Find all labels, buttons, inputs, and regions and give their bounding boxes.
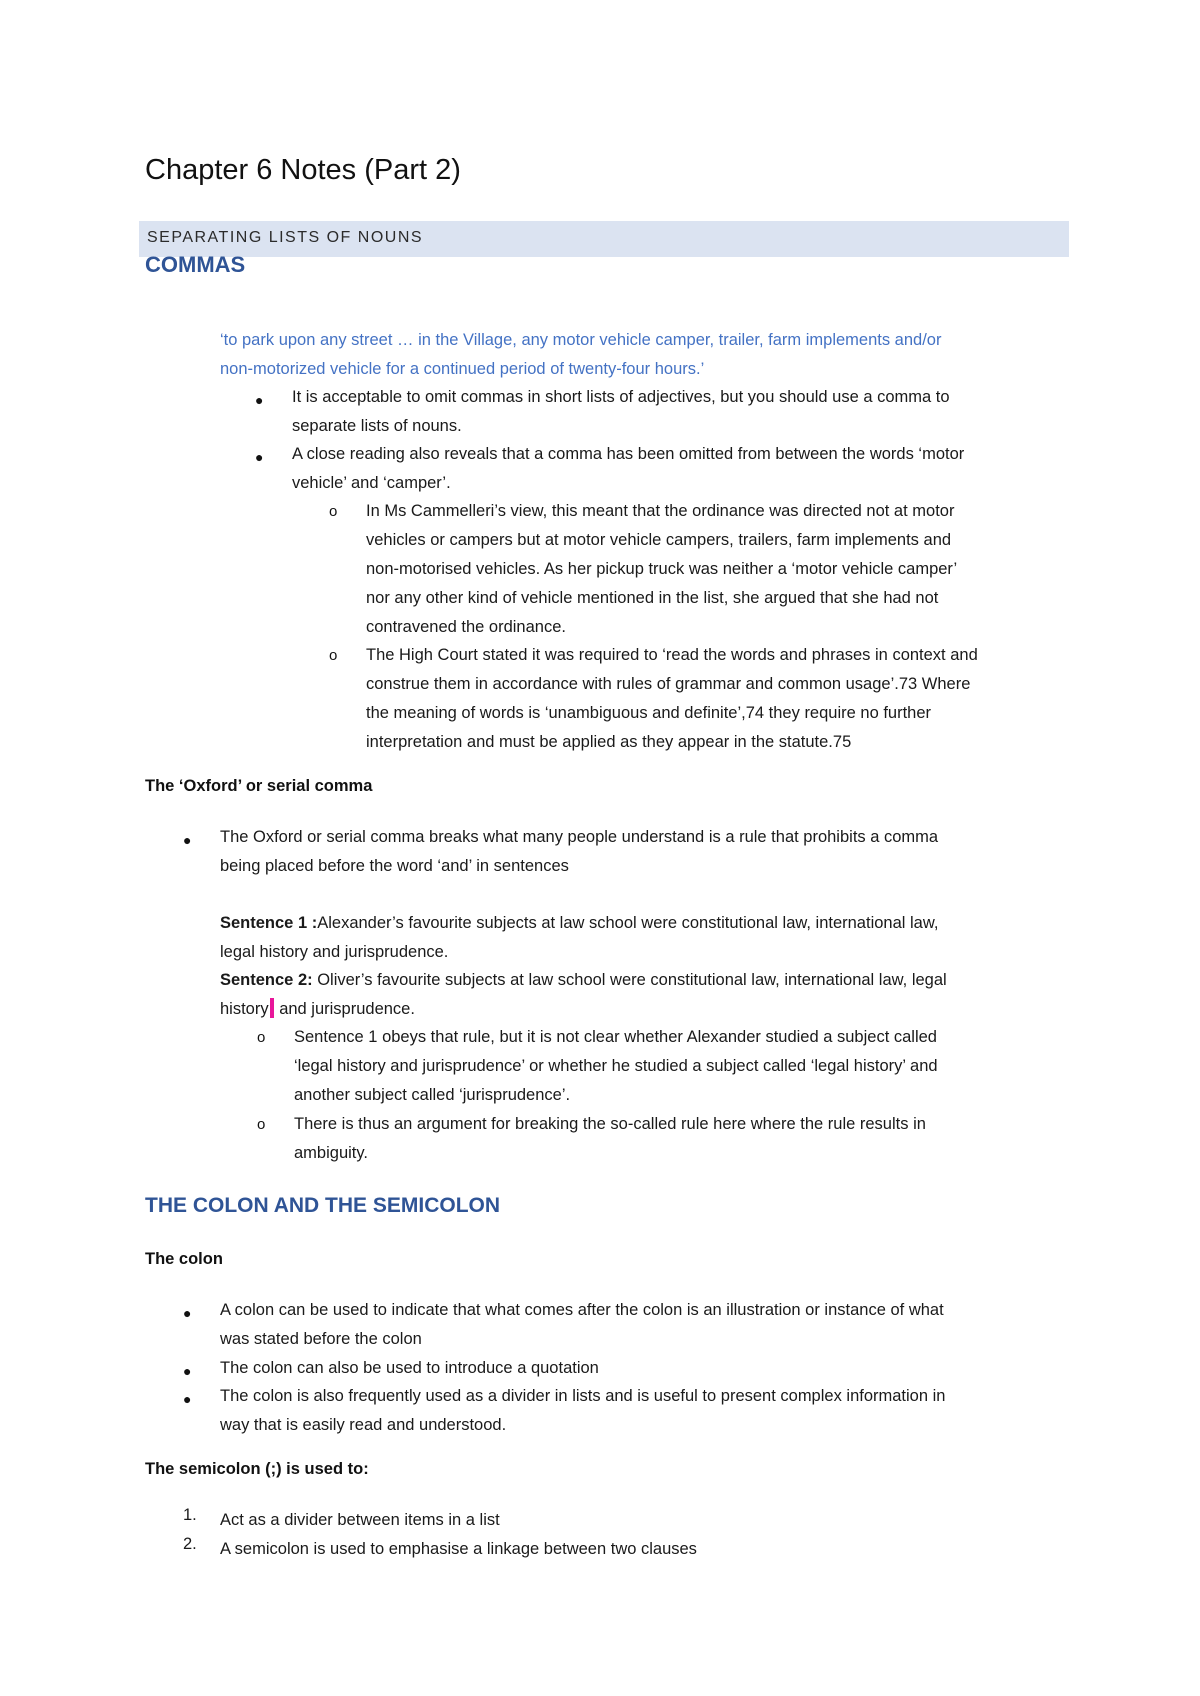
bullet-text: The colon can also be used to introduce a quotation (220, 1359, 599, 1377)
sentence-2-word: history (220, 1000, 269, 1018)
commas-heading: COMMAS (145, 252, 246, 277)
sub-bullet-text: nor any other kind of vehicle mentioned in the list, she argued that she had not (366, 589, 939, 607)
sentence-1-cont: legal history and jurisprudence. (220, 943, 449, 961)
bullet-text: A close reading also reveals that a comma has been omitted from between the words ‘motor (292, 445, 965, 463)
sub-bullet-icon: o (257, 1029, 266, 1046)
list-number: 2. (183, 1535, 197, 1553)
semicolon-heading: The semicolon (;) is used to: (145, 1460, 369, 1478)
bullet-text: A colon can be used to indicate that what comes after the colon is an illustration or instance of what (220, 1301, 944, 1319)
section-band (139, 221, 1069, 257)
sub-bullet-text: The High Court stated it was required to ‘read the words and phrases in context and (366, 646, 978, 664)
sentence-2-cont (220, 995, 415, 1024)
sentence-1 (220, 909, 938, 938)
sub-bullet-text: construe them in accordance with rules of grammar and common usage’.73 Where (366, 675, 971, 693)
sub-bullet-text: contravened the ordinance. (366, 618, 566, 636)
quote-line: ‘to park upon any street … in the Village, any motor vehicle camper, trailer, farm implements and/or (220, 331, 942, 349)
bullet-text: separate lists of nouns. (292, 417, 462, 435)
oxford-heading: The ‘Oxford’ or serial comma (145, 777, 373, 795)
list-item: Act as a divider between items in a list (220, 1511, 500, 1529)
sub-bullet-icon: o (257, 1116, 266, 1133)
colon-heading: The colon (145, 1250, 223, 1268)
bullet-icon: ● (255, 392, 264, 408)
sub-bullet-text: ambiguity. (294, 1144, 368, 1162)
bullet-text: The Oxford or serial comma breaks what many people understand is a rule that prohibits a comma (220, 828, 939, 846)
sentence-2-text: Oliver’s favourite subjects at law school were constitutional law, international law, legal (312, 971, 947, 989)
sub-bullet-text: There is thus an argument for breaking the so-called rule here where the rule results in (294, 1115, 926, 1133)
bullet-text: way that is easily read and understood. (220, 1416, 507, 1434)
sentence-1-label: Sentence 1 : (220, 914, 318, 932)
section-band-label: SEPARATING LISTS OF NOUNS (147, 229, 424, 246)
sub-bullet-text: the meaning of words is ‘unambiguous and definite’,74 they require no further (366, 704, 932, 722)
sub-bullet-icon: o (329, 647, 338, 664)
sentence-2-rest: and jurisprudence. (274, 1000, 415, 1018)
sub-bullet-text: interpretation and must be applied as they appear in the statute.75 (366, 733, 852, 751)
bullet-text: The colon is also frequently used as a divider in lists and is useful to present complex information in (220, 1387, 946, 1405)
colon-semicolon-heading: THE COLON AND THE SEMICOLON (145, 1194, 501, 1217)
bullet-text: It is acceptable to omit commas in short lists of adjectives, but you should use a comma to (292, 388, 950, 406)
sub-bullet-text: In Ms Cammelleri’s view, this meant that the ordinance was directed not at motor (366, 502, 955, 520)
sub-bullet-text: Sentence 1 obeys that rule, but it is not clear whether Alexander studied a subject called (294, 1028, 937, 1046)
quote-line: non-motorized vehicle for a continued period of twenty-four hours.’ (220, 360, 705, 378)
sub-bullet-text: non-motorised vehicles. As her pickup truck was neither a ‘motor vehicle camper’ (366, 560, 958, 578)
comment-marker[interactable] (270, 998, 274, 1018)
sub-bullet-icon: o (329, 503, 338, 520)
page-title: Chapter 6 Notes (Part 2) (145, 154, 461, 186)
bullet-text: was stated before the colon (220, 1330, 422, 1348)
bullet-icon: ● (183, 1363, 192, 1379)
sub-bullet-text: another subject called ‘jurisprudence’. (294, 1086, 571, 1104)
bullet-icon: ● (183, 832, 192, 848)
sub-bullet-text: vehicles or campers but at motor vehicle campers, trailers, farm implements and (366, 531, 952, 549)
bullet-icon: ● (255, 449, 264, 465)
sentence-2 (220, 966, 947, 995)
sentence-2-label: Sentence 2: (220, 971, 313, 989)
sentence-1-text: Alexander’s favourite subjects at law school were constitutional law, international law, (317, 914, 939, 932)
sub-bullet-text: ‘legal history and jurisprudence’ or whether he studied a subject called ‘legal history’ and (294, 1057, 938, 1075)
bullet-icon: ● (183, 1305, 192, 1321)
bullet-icon: ● (183, 1391, 192, 1407)
bullet-text: being placed before the word ‘and’ in sentences (220, 857, 569, 875)
list-item: A semicolon is used to emphasise a linkage between two clauses (220, 1540, 697, 1558)
list-number: 1. (183, 1506, 197, 1524)
bullet-text: vehicle’ and ‘camper’. (292, 474, 451, 492)
